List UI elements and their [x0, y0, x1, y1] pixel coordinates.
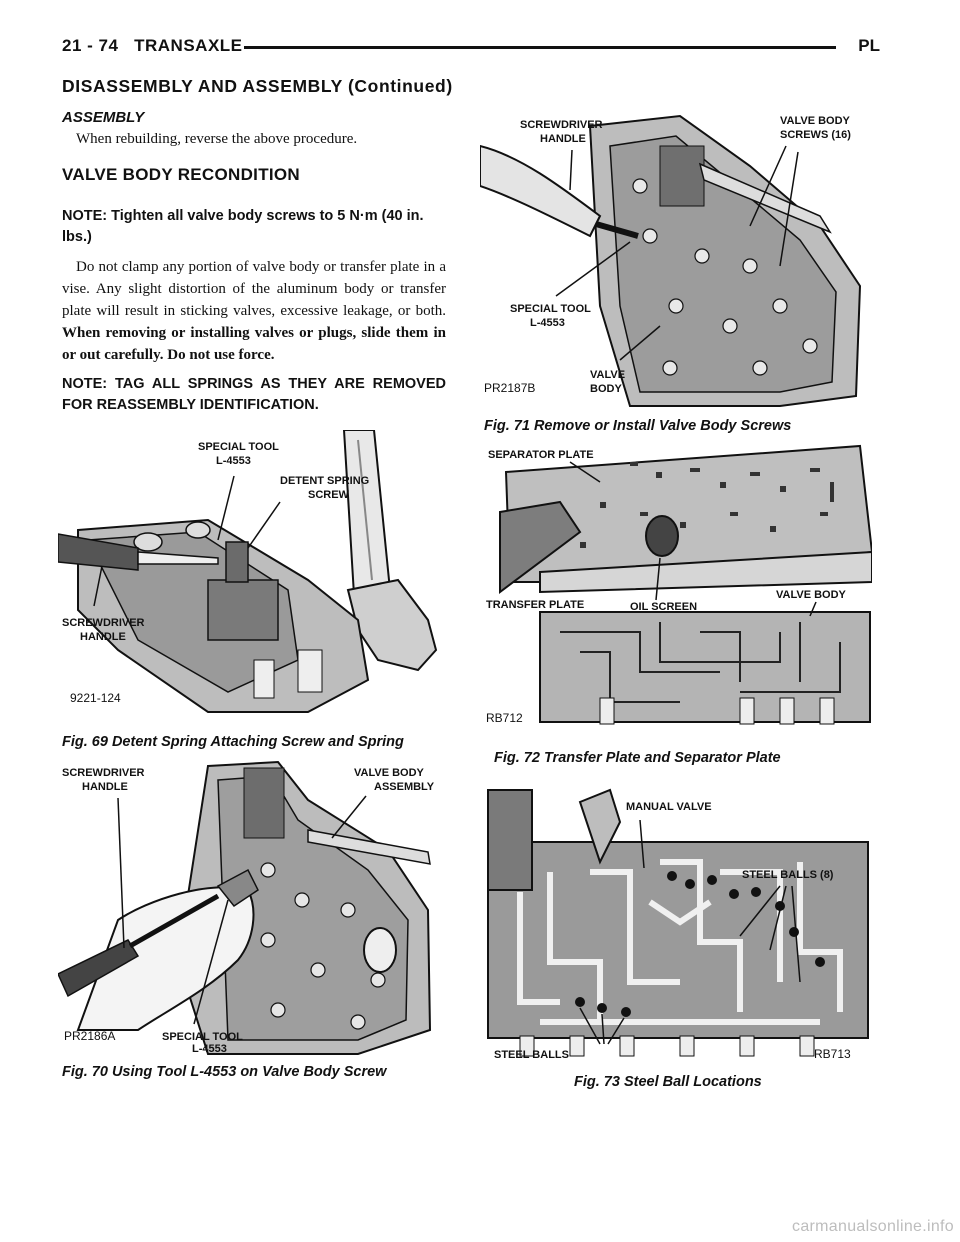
fig70-label-handle-2: HANDLE	[82, 781, 128, 793]
fig69-code: 9221-124	[70, 691, 121, 705]
fig69-illustration	[58, 430, 450, 722]
header-rule	[244, 46, 836, 49]
running-header	[62, 30, 880, 60]
fig69-label-spring-1: DETENT SPRING	[280, 475, 370, 487]
fig70-illustration	[58, 760, 450, 1058]
clamping-bold-text: When removing or installing valves or plugs, slide them in or out carefully. Do not use force.	[62, 325, 446, 363]
fig72-label-transfer: TRANSFER PLATE	[486, 599, 585, 611]
fig72-code: RB712	[486, 711, 523, 725]
fig73-label-manual: MANUAL VALVE	[626, 801, 712, 813]
valve-body-recondition-heading: VALVE BODY RECONDITION	[62, 165, 301, 184]
fig71-label-handle-1: SCREWDRIVER	[520, 119, 603, 131]
fig70-label-tool: SPECIAL TOOL	[162, 1031, 243, 1043]
fig70-label-vb-1: VALVE BODY	[354, 767, 424, 779]
assembly-heading: ASSEMBLY	[62, 109, 145, 126]
fig71-caption: Fig. 71 Remove or Install Valve Body Screws	[484, 418, 792, 434]
fig70-code: PR2186A	[64, 1029, 116, 1043]
section-title: DISASSEMBLY AND ASSEMBLY (Continued)	[62, 76, 453, 96]
assembly-text: When rebuilding, reverse the above procedure.	[76, 131, 358, 147]
fig70-label-vb-2: ASSEMBLY	[374, 781, 435, 793]
fig73-label-balls: STEEL BALLS	[494, 1049, 569, 1061]
fig69-label-tool-no: L-4553	[216, 455, 251, 467]
fig72-label-separator: SEPARATOR PLATE	[488, 449, 594, 461]
fig71-code: PR2187B	[484, 381, 536, 395]
fig71-label-vb-1: VALVE	[590, 369, 626, 381]
fig72-illustration	[480, 442, 872, 736]
watermark: carmanualsonline.info	[792, 1218, 954, 1235]
fig72-label-vb: VALVE BODY	[776, 589, 846, 601]
fig71-label-screws-2: SCREWS (16)	[780, 129, 851, 141]
fig70-caption: Fig. 70 Using Tool L-4553 on Valve Body Screw	[62, 1064, 387, 1080]
fig72-caption: Fig. 72 Transfer Plate and Separator Plate	[494, 750, 781, 766]
fig73-code: RB713	[814, 1047, 851, 1061]
fig70-label-tool-no: L-4553	[192, 1043, 227, 1055]
fig71-label-tool-no: L-4553	[530, 317, 565, 329]
header-code: PL	[858, 36, 880, 55]
fig73-caption: Fig. 73 Steel Ball Locations	[574, 1074, 762, 1090]
fig73-illustration	[480, 782, 872, 1062]
fig71-label-tool: SPECIAL TOOL	[510, 303, 591, 315]
fig69-label-handle-2: HANDLE	[80, 631, 126, 643]
fig71-illustration	[480, 106, 872, 408]
fig71-label-vb-2: BODY	[590, 383, 622, 395]
torque-note: NOTE: Tighten all valve body screws to 5 N·m (40 in. lbs.)	[62, 208, 424, 245]
tag-springs-note: NOTE: TAG ALL SPRINGS AS THEY ARE REMOVED FOR REASSEMBLY IDENTIFICATION.	[62, 376, 446, 413]
page-number-section: 21 - 74 TRANSAXLE	[62, 36, 243, 55]
fig70-label-handle-1: SCREWDRIVER	[62, 767, 145, 779]
clamping-text: Do not clamp any portion of valve body or transfer plate in a vise. Any slight distortion of the aluminum body or transfer plate will result in sticking valves, excessive leakage, or both.	[62, 259, 446, 319]
clamping-paragraph	[62, 256, 446, 366]
fig69-label-tool: SPECIAL TOOL	[198, 441, 279, 453]
fig73-label-balls8: STEEL BALLS (8)	[742, 869, 834, 881]
fig72-label-screen: OIL SCREEN	[630, 601, 698, 613]
fig69-label-spring-2: SCREW	[308, 489, 349, 501]
fig71-label-handle-2: HANDLE	[540, 133, 586, 145]
fig69-caption: Fig. 69 Detent Spring Attaching Screw and Spring	[62, 734, 404, 750]
fig69-label-handle-1: SCREWDRIVER	[62, 617, 145, 629]
fig71-label-screws-1: VALVE BODY	[780, 115, 850, 127]
